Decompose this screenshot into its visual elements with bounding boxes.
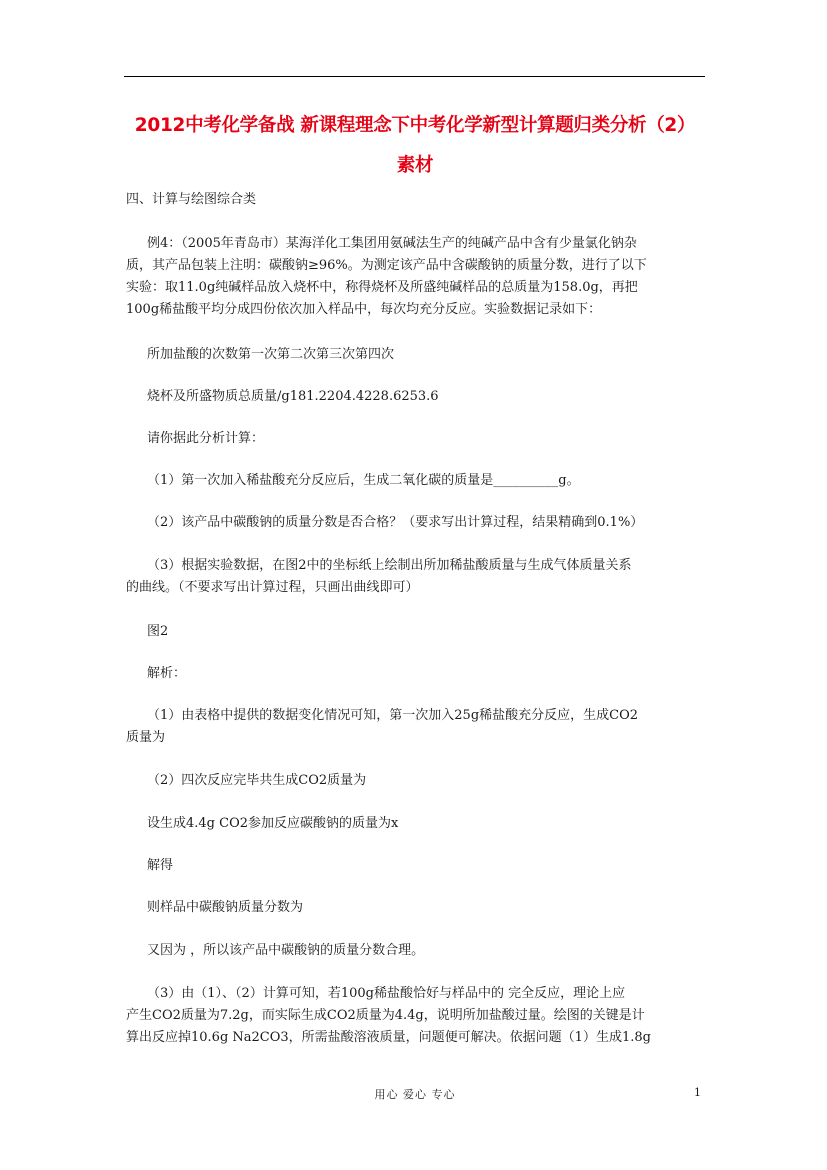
document-title-line2: 素材 xyxy=(396,155,434,176)
answer-set-variable: 设生成4.4g CO2参加反应碳酸钠的质量为x xyxy=(147,816,399,831)
answer-1-line: 质量为 xyxy=(126,730,166,745)
header-rule xyxy=(124,76,705,77)
example-line: 质，其产品包装上注明：碳酸钠≥96%。为测定该产品中含碳酸钠的质量分数，进行了以下 xyxy=(126,258,647,273)
question-2: （2）该产品中碳酸钠的质量分数是否合格？（要求写出计算过程，结果精确到0.1%） xyxy=(147,515,644,530)
answer-3-line: （3）由（1）、（2）计算可知，若100g稀盐酸恰好与样品中的 完全反应，理论上应 xyxy=(147,986,626,1001)
answer-fraction: 则样品中碳酸钠质量分数为 xyxy=(147,900,304,915)
example-line: 100g稀盐酸平均分成四份依次加入样品中，每次均充分反应。实验数据记录如下： xyxy=(126,302,602,317)
answer-3-line: 产生CO2质量为7.2g，而实际生成CO2质量为4.4g，说明所加盐酸过量。绘图的关键是计 xyxy=(126,1008,645,1023)
prompt-text: 请你据此分析计算： xyxy=(147,431,265,446)
answer-1-line: （1）由表格中提供的数据变化情况可知，第一次加入25g稀盐酸充分反应，生成CO2 xyxy=(147,708,639,723)
table-row-header: 所加盐酸的次数第一次第二次第三次第四次 xyxy=(147,347,395,362)
example-line: 实验：取11.0g纯碱样品放入烧杯中，称得烧杯及所盛纯碱样品的总质量为158.0g，再把 xyxy=(126,280,638,295)
answer-because: 又因为 ，所以该产品中碳酸钠的质量分数合理。 xyxy=(147,943,425,958)
answer-3-line: 算出反应掉10.6g Na2CO3，所需盐酸溶液质量，问题便可解决。依据问题（1）生成1.8g xyxy=(126,1030,651,1045)
example-paragraph xyxy=(126,233,704,321)
figure-label: 图2 xyxy=(147,624,169,639)
page-number: 1 xyxy=(694,1086,701,1099)
question-1: （1）第一次加入稀盐酸充分反应后，生成二氧化碳的质量是__________g。 xyxy=(147,473,580,488)
question-3-line: 的曲线。（不要求写出计算过程，只画出曲线即可） xyxy=(126,580,419,595)
document-title: 2012中考化学备战 新课程理念下中考化学新型计算题归类分析（2） xyxy=(134,115,696,136)
answer-solve: 解得 xyxy=(147,858,174,873)
example-line: 例4：（2005年青岛市）某海洋化工集团用氨碱法生产的纯碱产品中含有少量氯化钠杂 xyxy=(147,236,637,251)
answer-1 xyxy=(126,705,704,749)
section-heading: 四、计算与绘图综合类 xyxy=(126,192,257,207)
answer-3 xyxy=(126,983,704,1049)
answer-2: （2）四次反应完毕共生成CO2质量为 xyxy=(147,773,367,788)
page-footer: 用心 爱心 专心 xyxy=(374,1088,456,1101)
analysis-label: 解析： xyxy=(147,666,187,681)
question-3 xyxy=(126,555,704,599)
question-3-line: （3）根据实验数据，在图2中的坐标纸上绘制出所加稀盐酸质量与生成气体质量关系 xyxy=(147,558,632,573)
table-row-values: 烧杯及所盛物质总质量/g181.2204.4228.6253.6 xyxy=(147,389,439,404)
